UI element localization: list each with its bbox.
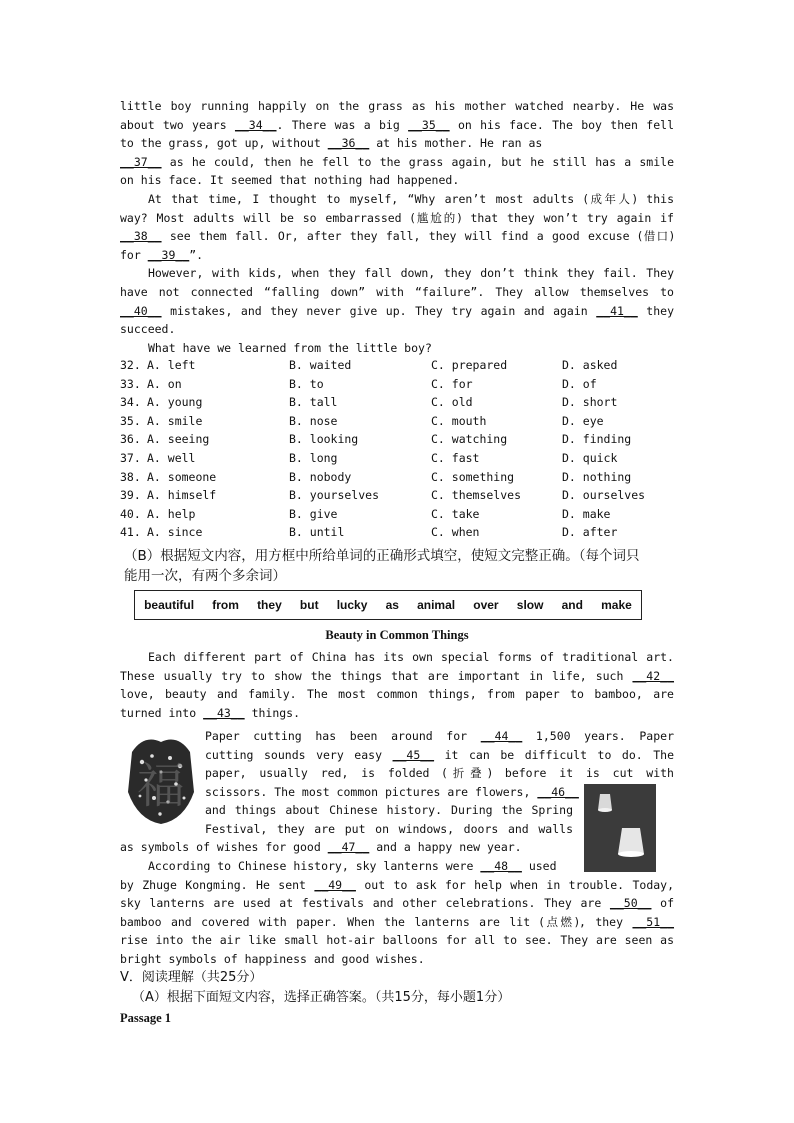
- word-bank-item: slow: [516, 598, 544, 612]
- option-row: [120, 507, 680, 526]
- text-line: have not connected “falling down” with “failure”. They allow themselves to: [120, 284, 674, 299]
- option-a[interactable]: A. seeing: [147, 432, 210, 447]
- option-c[interactable]: C. when: [431, 525, 480, 540]
- text-line: about two years __34__. There was a big __35__ on his face. The boy then fell: [120, 117, 674, 132]
- section-v-sub: （A）根据下面短文内容，选择正确答案。（共15分，每小题1分）: [132, 990, 511, 1005]
- blank-50[interactable]: __50__: [609, 896, 652, 911]
- question-number: 40.: [120, 506, 141, 521]
- text-line: Each different part of China has its own special forms of traditional art.: [148, 650, 674, 664]
- option-row: [120, 358, 680, 377]
- blank-35[interactable]: __35__: [408, 117, 450, 132]
- section-b-p3: [120, 857, 674, 969]
- text-line: __37__ as he could, then he fell to the grass again, but he still has a smile: [120, 154, 674, 169]
- word-bank-item: they: [257, 598, 282, 612]
- text-line: turned into __43__ things.: [120, 705, 301, 720]
- section-v-heading: V．阅读理解（共25分）: [120, 970, 263, 985]
- option-d[interactable]: D. after: [562, 525, 618, 540]
- option-c[interactable]: C. for: [431, 376, 473, 391]
- blank-41[interactable]: __41__: [596, 303, 638, 318]
- fu-papercut-image: [124, 732, 198, 828]
- blank-45[interactable]: __45__: [392, 747, 435, 762]
- passage-label: Passage 1: [120, 1011, 172, 1025]
- section-b-p2b: [205, 801, 573, 838]
- option-b[interactable]: B. tall: [289, 395, 338, 410]
- text-line: to the grass, got up, without __36__ at his mother. He ran as: [120, 136, 543, 151]
- option-b[interactable]: B. nose: [289, 413, 338, 428]
- text-line: as symbols of wishes for good __47__ and a happy new year.: [120, 840, 522, 854]
- text-line: rise into the air like small hot-air balloons for all to see. They are seen as: [120, 933, 674, 948]
- option-a[interactable]: A. smile: [147, 413, 203, 428]
- word-bank-item: as: [385, 598, 399, 612]
- option-a[interactable]: A. left: [147, 358, 196, 372]
- option-d[interactable]: D. of: [562, 376, 597, 391]
- text-line: bamboo and covered with paper. When the lanterns are lit (点燃), they __51__: [120, 914, 674, 929]
- word-bank-item: from: [212, 598, 239, 612]
- text-line: way? Most adults will be so embarrassed (尴尬的) that they won’t try again if: [120, 210, 674, 225]
- text-line: Paper cutting has been around for __44__ 1,500 years. Paper: [205, 729, 674, 743]
- blank-42[interactable]: __42__: [632, 668, 674, 683]
- word-bank-item: over: [473, 598, 499, 612]
- section-b-instructions: [124, 546, 684, 586]
- word-bank-item: and: [561, 598, 583, 612]
- option-c[interactable]: C. prepared: [431, 358, 508, 372]
- option-a[interactable]: A. well: [147, 451, 196, 465]
- question-number: 38.: [120, 469, 141, 484]
- text-line: These usually try to show the things that are important in life, such __42__: [120, 668, 674, 683]
- option-d[interactable]: D. short: [562, 395, 618, 410]
- passage-a-text: [120, 97, 674, 357]
- word-bank-item: lucky: [336, 598, 368, 612]
- option-b[interactable]: B. long: [289, 451, 338, 465]
- blank-34[interactable]: __34__: [234, 117, 277, 132]
- option-c[interactable]: C. old: [431, 395, 473, 410]
- question-line: What have we learned from the little boy?: [148, 340, 432, 355]
- option-b[interactable]: B. nobody: [289, 469, 352, 484]
- blank-48[interactable]: __48__: [480, 859, 522, 873]
- passage-title: Beauty in Common Things: [325, 628, 469, 642]
- text-line: and things about Chinese history. During the Spring: [205, 803, 573, 817]
- text-line: succeed.: [120, 322, 176, 337]
- blank-46[interactable]: __46__: [537, 784, 579, 799]
- section-v: [120, 968, 674, 1028]
- option-c[interactable]: C. themselves: [431, 488, 522, 503]
- question-number: 35.: [120, 413, 141, 428]
- option-b[interactable]: B. yourselves: [289, 488, 380, 503]
- option-row: [120, 377, 680, 396]
- option-c[interactable]: C. take: [431, 506, 480, 521]
- blank-43[interactable]: __43__: [203, 705, 245, 720]
- text-line: However, with kids, when they fall down, they don’t think they fail. They: [148, 266, 674, 281]
- option-d[interactable]: D. nothing: [562, 469, 632, 484]
- option-row: [120, 451, 680, 470]
- option-b[interactable]: B. waited: [289, 358, 352, 372]
- option-a[interactable]: A. since: [147, 525, 203, 540]
- text-line: scissors. The most common pictures are flowers, __46__: [205, 784, 579, 799]
- question-number: 39.: [120, 488, 141, 503]
- text-line: Festival, they are put on windows, doors and walls: [205, 821, 573, 836]
- text-line: bright symbols of happiness and good wishes.: [120, 951, 425, 966]
- word-bank-item: make: [601, 598, 632, 612]
- blank-51[interactable]: __51__: [632, 914, 674, 929]
- text-line: love, beauty and family. The most common things, from paper to bamboo, are: [120, 687, 674, 702]
- option-row: [120, 470, 680, 489]
- option-row: [120, 395, 680, 414]
- text-line: on his face. It seemed that nothing had happened.: [120, 173, 460, 188]
- option-b[interactable]: B. give: [289, 506, 338, 521]
- word-bank-box: [134, 590, 642, 620]
- question-number: 36.: [120, 432, 141, 447]
- section-b-p2c: [120, 838, 674, 857]
- option-b[interactable]: B. looking: [289, 432, 359, 447]
- option-a[interactable]: A. someone: [147, 469, 217, 484]
- blank-38[interactable]: __38__: [120, 229, 162, 244]
- question-number: 37.: [120, 451, 141, 465]
- option-a[interactable]: A. himself: [147, 488, 217, 503]
- text-line: __38__ see them fall. Or, after they fall, they will find a good excuse (借口): [120, 229, 674, 244]
- option-d[interactable]: D. finding: [562, 432, 632, 447]
- blank-44[interactable]: __44__: [480, 729, 523, 743]
- option-a[interactable]: A. young: [147, 395, 203, 410]
- option-a[interactable]: A. help: [147, 506, 196, 521]
- text-line: little boy running happily on the grass as his mother watched nearby. He was: [120, 99, 674, 113]
- option-d[interactable]: D. asked: [562, 358, 618, 372]
- option-row: [120, 488, 680, 507]
- option-c[interactable]: C. fast: [431, 451, 480, 465]
- question-number: 32.: [120, 358, 141, 372]
- option-row: [120, 525, 680, 544]
- section-b-p1: [120, 648, 674, 722]
- text-line: At that time, I thought to myself, “Why aren’t most adults (成年人) this: [148, 191, 674, 206]
- option-c[interactable]: C. watching: [431, 432, 508, 447]
- option-c[interactable]: C. something: [431, 469, 515, 484]
- instr-line: （B）根据短文内容，用方框中所给单词的正确形式填空，使短文完整正确。（每个词只: [124, 548, 640, 564]
- text-line: __40__ mistakes, and they never give up. They try again and again __41__ they: [120, 303, 674, 318]
- text-line: sky lanterns are used at festivals and other celebrations. They are __50__ of: [120, 896, 674, 911]
- fu-character: 福: [136, 758, 186, 814]
- word-bank-item: but: [299, 598, 319, 612]
- option-d[interactable]: D. eye: [562, 413, 604, 428]
- option-d[interactable]: D. quick: [562, 451, 618, 465]
- text-line: for __39__”.: [120, 247, 204, 262]
- blank-36[interactable]: __36__: [327, 136, 370, 151]
- blank-40[interactable]: __40__: [120, 303, 162, 318]
- blank-37[interactable]: __37__: [120, 154, 162, 169]
- option-d[interactable]: D. ourselves: [562, 488, 646, 503]
- option-c[interactable]: C. mouth: [431, 413, 487, 428]
- option-b[interactable]: B. to: [289, 376, 324, 391]
- option-b[interactable]: B. until: [289, 525, 345, 540]
- blank-47[interactable]: __47__: [327, 840, 370, 854]
- option-row: [120, 414, 680, 433]
- question-number: 34.: [120, 395, 141, 410]
- text-line: According to Chinese history, sky lanterns were __48__ used: [148, 859, 557, 873]
- option-a[interactable]: A. on: [147, 376, 182, 391]
- question-number: 33.: [120, 376, 141, 391]
- word-bank-item: animal: [417, 598, 456, 612]
- text-line: paper, usually red, is folded (折叠) before it is cut with: [205, 766, 674, 781]
- option-d[interactable]: D. make: [562, 506, 611, 521]
- blank-49[interactable]: __49__: [314, 877, 356, 892]
- word-bank-item: beautiful: [144, 598, 195, 612]
- option-row: [120, 432, 680, 451]
- instr-line: 能用一次，有两个多余词）: [124, 568, 286, 584]
- text-line: cutting sounds very easy __45__ it can be difficult to do. The: [205, 747, 675, 762]
- text-line: by Zhuge Kongming. He sent __49__ out to ask for help when in trouble. Today,: [120, 877, 675, 892]
- blank-39[interactable]: __39__: [147, 247, 190, 262]
- question-number: 41.: [120, 525, 141, 540]
